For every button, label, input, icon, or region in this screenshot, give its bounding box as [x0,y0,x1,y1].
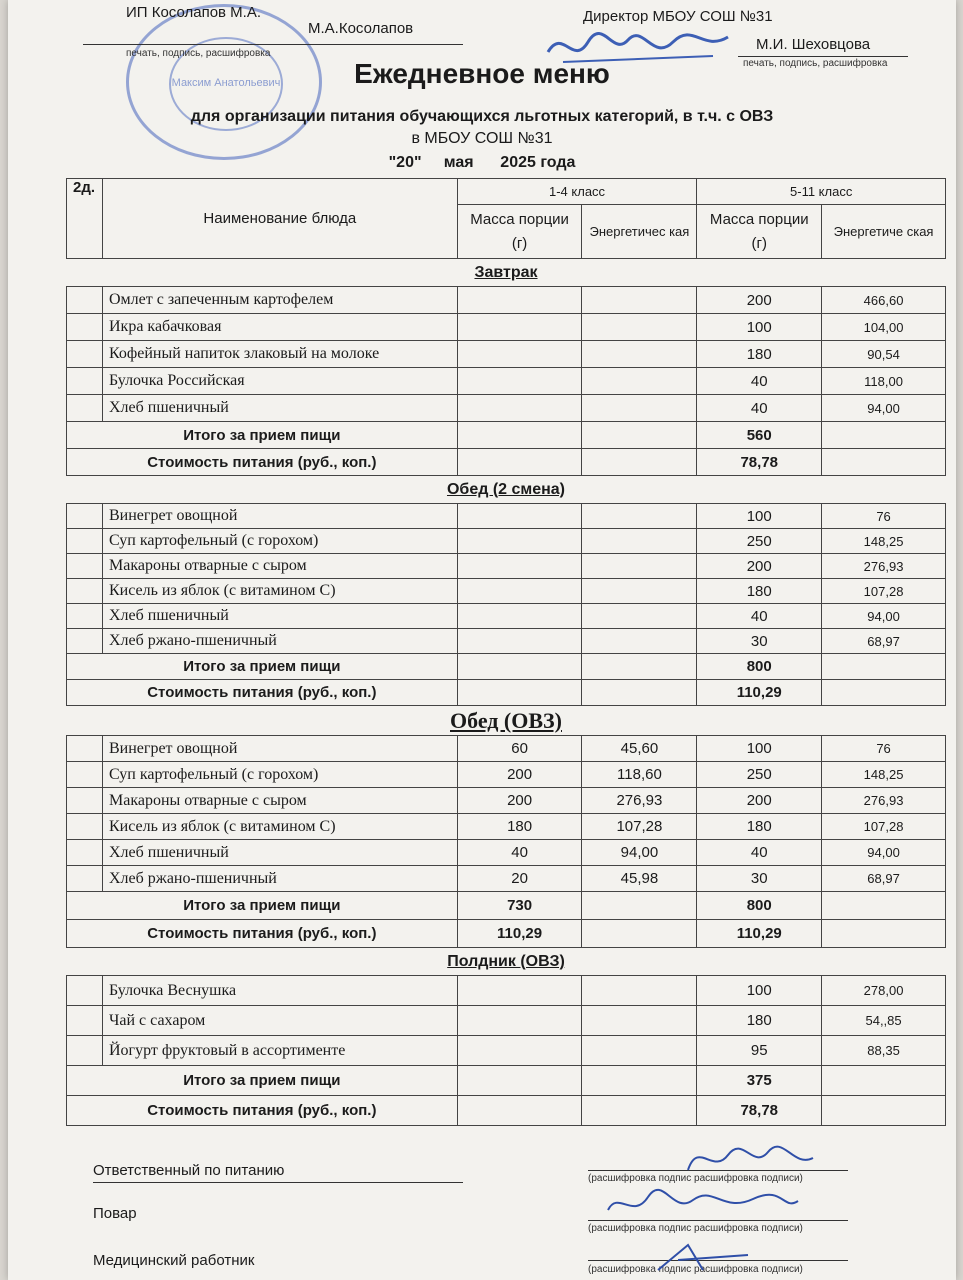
energy-1-4: 45,60 [582,736,697,762]
mass-5-11: 100 [697,976,822,1006]
energy-1-4: 94,00 [582,840,697,866]
cost-row [67,449,946,476]
right-caption: печать, подпись, расшифровка [743,58,888,69]
mass-5-11: 100 [697,504,822,529]
row-marker-cell [67,976,103,1006]
mass-5-11: 180 [697,579,822,604]
cost-1-4 [457,1096,582,1126]
mass-1-4 [457,579,582,604]
dish-name: Хлеб ржано-пшеничный [102,629,457,654]
energy-1-4 [582,341,697,368]
mass-1-4: 20 [457,866,582,892]
mass-1-4: 40 [457,840,582,866]
footer-caption-2: (расшифровка подпис расшифровка подписи) [588,1223,803,1234]
mass-1-4 [457,1036,582,1066]
dish-name: Суп картофельный (с горохом) [102,762,457,788]
dish-name: Икра кабачковая [102,314,457,341]
total-label: Итого за прием пищи [67,422,458,449]
section-row [67,259,946,287]
table-row [67,762,946,788]
col-dish-name: Наименование блюда [102,179,457,259]
cost-1-4 [457,680,582,706]
cost-label: Стоимость питания (руб., коп.) [67,680,458,706]
total-empty-1 [582,892,697,920]
energy-5-11: 76 [822,736,946,762]
left-caption: печать, подпись, расшифровка [126,48,271,59]
table-row [67,840,946,866]
mass-5-11: 180 [697,814,822,840]
footer-medic-label: Медицинский работник [93,1252,255,1269]
energy-5-11: 90,54 [822,341,946,368]
cost-empty-2 [822,1096,946,1126]
footer-caption-1: (расшифровка подпис расшифровка подписи) [588,1173,803,1184]
right-org: Директор МБОУ СОШ №31 [583,8,773,25]
mass-5-11: 30 [697,866,822,892]
mass-5-11: 100 [697,314,822,341]
dish-name: Хлеб пшеничный [102,840,457,866]
table-row [67,976,946,1006]
energy-5-11: 94,00 [822,604,946,629]
mass-5-11: 30 [697,629,822,654]
mass-5-11: 250 [697,529,822,554]
table-row [67,629,946,654]
mass-5-11: 200 [697,287,822,314]
menu-sheet [8,0,956,1280]
total-mass-5-11: 375 [697,1066,822,1096]
table-row [67,604,946,629]
total-empty-1 [582,1066,697,1096]
total-mass-1-4 [457,422,582,449]
row-marker-cell [67,395,103,422]
energy-5-11: 104,00 [822,314,946,341]
total-row [67,1066,946,1096]
table-row [67,788,946,814]
energy-1-4: 118,60 [582,762,697,788]
table-row [67,1006,946,1036]
dish-name: Винегрет овощной [102,736,457,762]
dish-name: Кисель из яблок (с витамином С) [102,814,457,840]
dish-name: Чай с сахаром [102,1006,457,1036]
table-row [67,529,946,554]
cost-row [67,920,946,948]
energy-5-11: 88,35 [822,1036,946,1066]
energy-1-4 [582,529,697,554]
cost-empty-1 [582,449,697,476]
energy-1-4 [582,976,697,1006]
row-marker-cell [67,504,103,529]
cost-empty-2 [822,680,946,706]
responsible-signature-icon [678,1140,818,1180]
energy-5-11: 54,,85 [822,1006,946,1036]
dish-name: Омлет с запеченным картофелем [102,287,457,314]
mass-5-11: 180 [697,1006,822,1036]
total-empty-1 [582,654,697,680]
total-row [67,422,946,449]
row-marker-cell [67,579,103,604]
row-marker-cell [67,629,103,654]
table-row [67,736,946,762]
cost-5-11: 78,78 [697,1096,822,1126]
row-marker-cell [67,529,103,554]
table-row [67,866,946,892]
energy-1-4: 276,93 [582,788,697,814]
mass-1-4 [457,554,582,579]
energy-5-11: 148,25 [822,529,946,554]
dish-name: Булочка Веснушка [102,976,457,1006]
energy-5-11: 276,93 [822,554,946,579]
page-title: Ежедневное меню [354,58,610,89]
total-row [67,892,946,920]
dish-name: Хлеб пшеничный [102,395,457,422]
mass-1-4: 180 [457,814,582,840]
row-marker-cell [67,554,103,579]
mass-5-11: 40 [697,368,822,395]
mass-5-11: 40 [697,840,822,866]
total-mass-1-4 [457,1066,582,1096]
energy-5-11: 148,25 [822,762,946,788]
energy-1-4 [582,604,697,629]
cost-row [67,1096,946,1126]
dish-name: Хлеб ржано-пшеничный [102,866,457,892]
cost-label: Стоимость питания (руб., коп.) [67,449,458,476]
mass-1-4 [457,504,582,529]
right-signer: М.И. Шеховцова [756,36,871,53]
row-marker-cell [67,368,103,395]
energy-1-4 [582,1036,697,1066]
footer-cook-label: Повар [93,1205,137,1222]
section-title [67,706,946,736]
energy-1-4 [582,629,697,654]
table-row [67,314,946,341]
energy-1-4 [582,314,697,341]
section-title-text: Обед (2 смена) [446,480,566,498]
cost-label: Стоимость питания (руб., коп.) [67,1096,458,1126]
total-mass-5-11: 800 [697,654,822,680]
row-marker-cell [67,287,103,314]
energy-5-11: 107,28 [822,814,946,840]
table-row [67,579,946,604]
stamp-text: Максим Анатольевич [171,77,281,90]
mass-1-4 [457,341,582,368]
dish-name: Булочка Российская [102,368,457,395]
table-row [67,554,946,579]
dish-name: Хлеб пшеничный [102,604,457,629]
dish-name: Макароны отварные с сыром [102,554,457,579]
total-mass-1-4 [457,654,582,680]
table-row [67,287,946,314]
total-label: Итого за прием пищи [67,892,458,920]
section-title-text: Обед (ОВЗ) [450,707,562,733]
total-empty-2 [822,1066,946,1096]
cost-5-11: 110,29 [697,920,822,948]
cost-1-4: 110,29 [457,920,582,948]
mass-1-4: 60 [457,736,582,762]
menu-table [66,178,946,1126]
mass-1-4 [457,604,582,629]
mass-1-4 [457,368,582,395]
mass-1-4 [457,529,582,554]
row-marker-cell [67,604,103,629]
mass-5-11: 200 [697,554,822,579]
total-row [67,654,946,680]
table-row [67,504,946,529]
energy-5-11: 68,97 [822,866,946,892]
energy-5-11: 278,00 [822,976,946,1006]
cost-5-11: 78,78 [697,449,822,476]
cost-empty-1 [582,920,697,948]
energy-5-11: 68,97 [822,629,946,654]
energy-1-4 [582,579,697,604]
mass-1-4 [457,629,582,654]
cook-signature-icon [603,1185,803,1225]
cost-row [67,680,946,706]
total-mass-5-11: 560 [697,422,822,449]
row-marker-cell [67,788,103,814]
left-signer: М.А.Косолапов [308,20,414,37]
row-marker-cell [67,814,103,840]
cost-empty-2 [822,920,946,948]
section-row [67,476,946,504]
mass-1-4 [457,976,582,1006]
dish-name: Винегрет овощной [102,504,457,529]
total-mass-1-4: 730 [457,892,582,920]
total-label: Итого за прием пищи [67,654,458,680]
energy-5-11: 118,00 [822,368,946,395]
cost-empty-1 [582,680,697,706]
table-row [67,341,946,368]
title-subtitle: для организации питания обучающихся льготных категорий, в т.ч. с ОВЗ [190,108,774,125]
menu-table-body [67,179,946,1126]
row-marker-cell [67,1006,103,1036]
row-marker-cell [67,840,103,866]
left-org: ИП Косолапов М.А. [126,4,262,21]
row-marker-cell [67,762,103,788]
right-sign-line [738,56,908,57]
table-row [67,1036,946,1066]
mass-5-11: 250 [697,762,822,788]
energy-1-4 [582,287,697,314]
cost-label: Стоимость питания (руб., коп.) [67,920,458,948]
section-title-text: Завтрак [474,263,538,281]
energy-5-11: 94,00 [822,840,946,866]
energy-5-11: 276,93 [822,788,946,814]
dish-name: Кисель из яблок (с витамином С) [102,579,457,604]
energy-1-4 [582,554,697,579]
section-row [67,706,946,736]
table-row [67,814,946,840]
mass-5-11: 95 [697,1036,822,1066]
col-energy-2: Энергетиче ская [822,205,946,259]
medic-signature-icon [648,1235,768,1275]
energy-1-4 [582,1006,697,1036]
mass-1-4 [457,287,582,314]
dish-name: Йогурт фруктовый в ассортименте [102,1036,457,1066]
row-marker-cell [67,866,103,892]
row-marker-cell [67,314,103,341]
dish-name: Кофейный напиток злаковый на молоке [102,341,457,368]
energy-1-4: 45,98 [582,866,697,892]
energy-1-4 [582,504,697,529]
mass-5-11: 180 [697,341,822,368]
table-row [67,368,946,395]
col-energy-1: Энергетичес кая [582,205,697,259]
energy-1-4: 107,28 [582,814,697,840]
total-empty-1 [582,422,697,449]
section-title [67,948,946,976]
cost-5-11: 110,29 [697,680,822,706]
dish-name: Суп картофельный (с горохом) [102,529,457,554]
cost-1-4 [457,449,582,476]
title-school: в МБОУ СОШ №31 [411,130,553,147]
mass-1-4 [457,314,582,341]
section-title-text: Полдник (ОВЗ) [447,952,565,970]
row-marker-cell [67,1036,103,1066]
section-title [67,259,946,287]
footer-responsible-label: Ответственный по питанию [93,1162,285,1179]
mass-5-11: 200 [697,788,822,814]
group-grade-1-4: 1-4 класс [457,179,697,205]
mass-5-11: 40 [697,395,822,422]
total-empty-2 [822,422,946,449]
footer-caption-3: (расшифровка подпис расшифровка подписи) [588,1264,803,1275]
mass-5-11: 40 [697,604,822,629]
col-mass-2: Масса порции (г) [697,205,822,259]
mass-1-4: 200 [457,762,582,788]
title-date: "20" мая 2025 года [388,154,576,171]
total-empty-2 [822,654,946,680]
mass-1-4 [457,395,582,422]
energy-5-11: 94,00 [822,395,946,422]
energy-5-11: 107,28 [822,579,946,604]
row-marker-cell [67,341,103,368]
total-label: Итого за прием пищи [67,1066,458,1096]
table-corner: 2д. [67,179,103,259]
footer-responsible-line [93,1182,463,1183]
mass-5-11: 100 [697,736,822,762]
mass-1-4: 200 [457,788,582,814]
cost-empty-1 [582,1096,697,1126]
section-title [67,476,946,504]
table-row [67,395,946,422]
energy-1-4 [582,395,697,422]
section-row [67,948,946,976]
total-empty-2 [822,892,946,920]
energy-5-11: 466,60 [822,287,946,314]
energy-5-11: 76 [822,504,946,529]
col-mass-1: Масса порции (г) [457,205,582,259]
dish-name: Макароны отварные с сыром [102,788,457,814]
cost-empty-2 [822,449,946,476]
left-sign-line [83,44,463,45]
energy-1-4 [582,368,697,395]
total-mass-5-11: 800 [697,892,822,920]
row-marker-cell [67,736,103,762]
mass-1-4 [457,1006,582,1036]
group-grade-5-11: 5-11 класс [697,179,946,205]
